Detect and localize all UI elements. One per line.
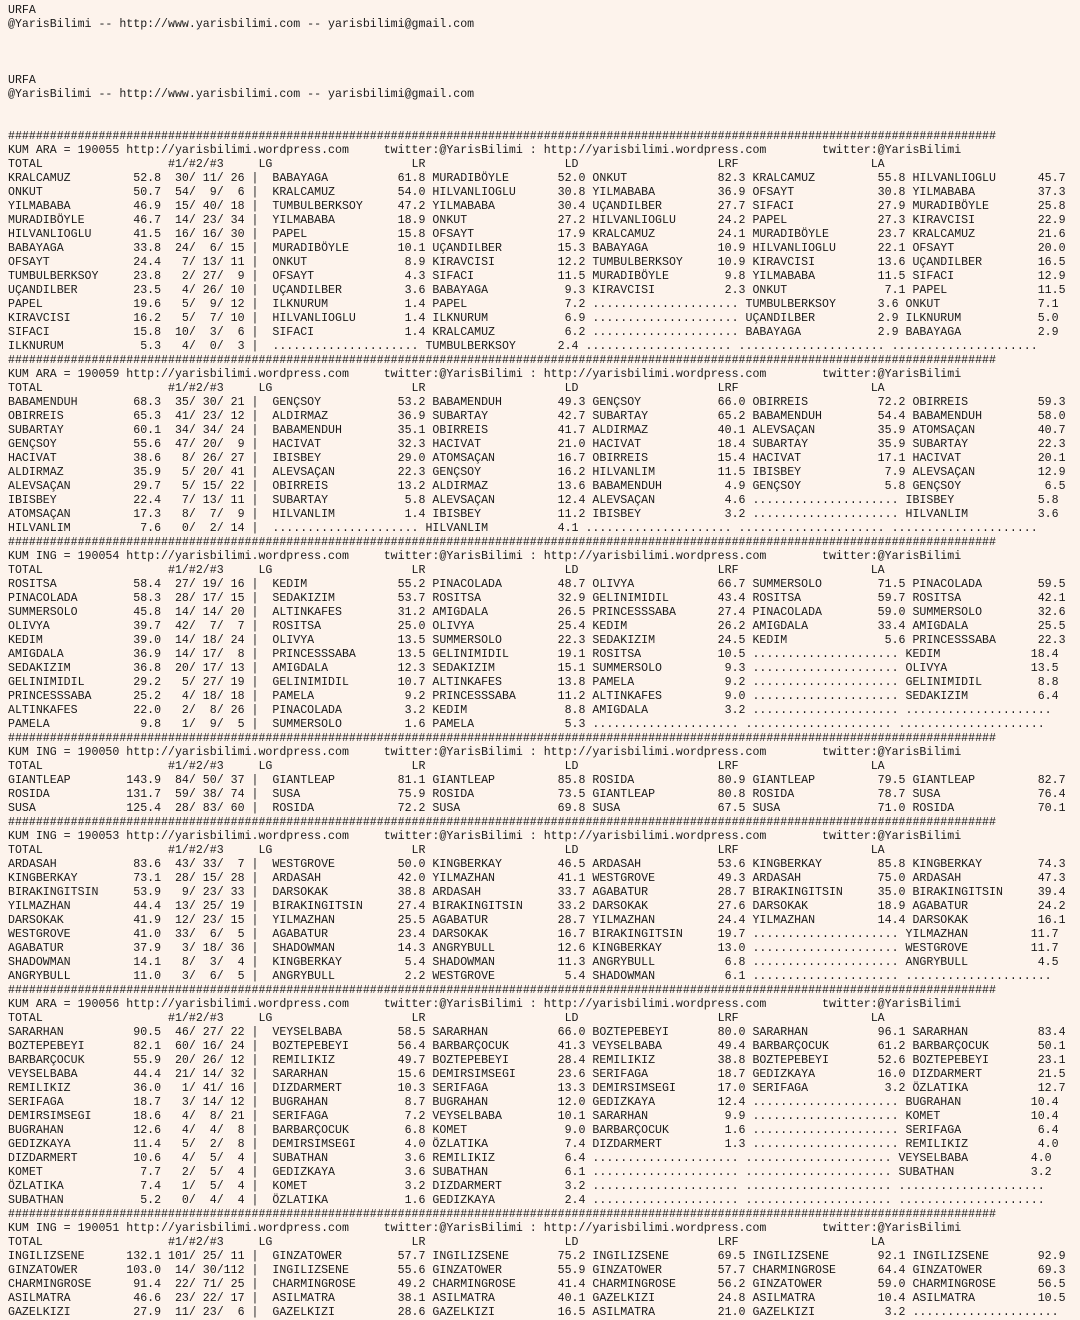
text-line: TOTAL #1/#2/#3 LG LR LD LRF LA (8, 382, 885, 395)
text-line: OLIVYA 39.7 42/ 7/ 7 | ROSITSA 25.0 OLIVYA 25.4 KEDIM 26.2 AMIGDALA 33.4 AMIGDALA 25.5 (8, 620, 1066, 633)
text-line: ROSIDA 131.7 59/ 38/ 74 | SUSA 75.9 ROSIDA 73.5 GIANTLEAP 80.8 ROSIDA 78.7 SUSA 76.4 (8, 788, 1066, 801)
text-line: PINACOLADA 58.3 28/ 17/ 15 | SEDAKIZIM 53.7 ROSITSA 32.9 GELINIMIDIL 43.4 ROSITSA 59.7 ROSITSA 42.1 (8, 592, 1066, 605)
text-line: WESTGROVE 41.0 33/ 6/ 5 | AGABATUR 23.4 DARSOKAK 16.7 BIRAKINGITSIN 19.7 ..................... YILMAZHAN 11.7 (8, 928, 1059, 941)
text-line: REMILIKIZ 36.0 1/ 41/ 16 | DIZDARMERT 10.3 SERIFAGA 13.3 DEMIRSIMSEGI 17.0 SERIFAGA 3.2 ÖZLATIKA 12.7 (8, 1082, 1066, 1095)
text-line: KOMET 7.7 2/ 5/ 4 | GEDIZKAYA 3.6 SUBATHAN 6.1 ..................... ..................... SUBATHAN 3.2 (8, 1166, 1052, 1179)
text-line: SUBARTAY 60.1 34/ 34/ 24 | BABAMENDUH 35.1 OBIRREIS 41.7 ALDIRMAZ 40.1 ALEVSAÇAN 35.9 ATOMSAÇAN 40.7 (8, 424, 1066, 437)
text-line: PRINCESSSABA 25.2 4/ 18/ 18 | PAMELA 9.2 PRINCESSSABA 11.2 ALTINKAFES 9.0 ..................... SEDAKIZIM 6.4 (8, 690, 1059, 703)
text-line: ROSITSA 58.4 27/ 19/ 16 | KEDIM 55.2 PINACOLADA 48.7 OLIVYA 66.7 SUMMERSOLO 71.5 PINACOLADA 59.5 (8, 578, 1066, 591)
text-line: TOTAL #1/#2/#3 LG LR LD LRF LA (8, 844, 885, 857)
text-line: KIRAVCISI 16.2 5/ 7/ 10 | HILVANLIOGLU 1.4 ILKNURUM 6.9 ..................... UÇANDILBER 2.9 ILKNURUM 5.0 (8, 312, 1059, 325)
text-line: KUM ARA = 190059 http://yarisbilimi.wordpress.com twitter:@YarisBilimi : http://yarisbilimi.wordpress.com twitter:@YarisBilimi (8, 368, 962, 381)
text-line: HILVANLIOGLU 41.5 16/ 16/ 30 | PAPEL 15.8 OFSAYT 17.9 KRALCAMUZ 24.1 MURADIBÖYLE 23.7 KRALCAMUZ 21.6 (8, 228, 1066, 241)
text-line: YILMABABA 46.9 15/ 40/ 18 | TUMBULBERKSOY 47.2 YILMABABA 30.4 UÇANDILBER 27.7 SIFACI 27.9 MURADIBÖYLE 25.8 (8, 200, 1066, 213)
text-line: SERIFAGA 18.7 3/ 14/ 12 | BUGRAHAN 8.7 BUGRAHAN 12.0 GEDIZKAYA 12.4 ..................... BUGRAHAN 10.4 (8, 1096, 1059, 1109)
text-line: DARSOKAK 41.9 12/ 23/ 15 | YILMAZHAN 25.5 AGABATUR 28.7 YILMAZHAN 24.4 YILMAZHAN 14.4 DARSOKAK 16.1 (8, 914, 1066, 927)
text-line: ############################################################################################################################################## (8, 130, 996, 143)
text-line: ATOMSAÇAN 17.3 8/ 7/ 9 | HILVANLIM 1.4 IBISBEY 11.2 IBISBEY 3.2 ..................... HILVANLIM 3.6 (8, 508, 1059, 521)
text-line (8, 60, 1080, 74)
text-line: URFA (8, 74, 36, 87)
text-line: ############################################################################################################################################## (8, 816, 996, 829)
text-line: GELINIMIDIL 29.2 5/ 27/ 19 | GELINIMIDIL 10.7 ALTINKAFES 13.8 PAMELA 9.2 ..................... GELINIMIDIL 8.8 (8, 676, 1059, 689)
text-line: GIANTLEAP 143.9 84/ 50/ 37 | GIANTLEAP 81.1 GIANTLEAP 85.8 ROSIDA 80.9 GIANTLEAP 79.5 GIANTLEAP 82.7 (8, 774, 1066, 787)
text-line: @YarisBilimi -- http://www.yarisbilimi.com -- yarisbilimi@gmail.com (8, 88, 475, 101)
text-line: ALEVSAÇAN 29.7 5/ 15/ 22 | OBIRREIS 13.2 ALDIRMAZ 13.6 BABAMENDUH 4.9 GENÇSOY 5.8 GENÇSOY 6.5 (8, 480, 1066, 493)
text-line: UÇANDILBER 23.5 4/ 26/ 10 | UÇANDILBER 3.6 BABAYAGA 9.3 KIRAVCISI 2.3 ONKUT 7.1 PAPEL 11.5 (8, 284, 1066, 297)
text-line: TOTAL #1/#2/#3 LG LR LD LRF LA (8, 760, 885, 773)
text-line: MURADIBÖYLE 46.7 14/ 23/ 34 | YILMABABA 18.9 ONKUT 27.2 HILVANLIOGLU 24.2 PAPEL 27.3 KIRAVCISI 22.9 (8, 214, 1066, 227)
text-line: BIRAKINGITSIN 53.9 9/ 23/ 33 | DARSOKAK 38.8 ARDASAH 33.7 AGABATUR 28.7 BIRAKINGITSIN 35.0 BIRAKINGITSIN 39.4 (8, 886, 1066, 899)
text-line: BOZTEPEBEYI 82.1 60/ 16/ 24 | BOZTEPEBEYI 56.4 BARBARÇOCUK 41.3 VEYSELBABA 49.4 BARBARÇOCUK 61.2 BARBARÇOCUK 50.1 (8, 1040, 1066, 1053)
text-line: @YarisBilimi -- http://www.yarisbilimi.com -- yarisbilimi@gmail.com (8, 18, 475, 31)
text-line: ONKUT 50.7 54/ 9/ 6 | KRALCAMUZ 54.0 HILVANLIOGLU 30.8 YILMABABA 36.9 OFSAYT 30.8 YILMABABA 37.3 (8, 186, 1066, 199)
text-line: TOTAL #1/#2/#3 LG LR LD LRF LA (8, 1236, 885, 1249)
text-line: AGABATUR 37.9 3/ 18/ 36 | SHADOWMAN 14.3 ANGRYBULL 12.6 KINGBERKAY 13.0 ..................... WESTGROVE 11.7 (8, 942, 1059, 955)
text-line: KUM ARA = 190055 http://yarisbilimi.wordpress.com twitter:@YarisBilimi : http://yarisbilimi.wordpress.com twitter:@YarisBilimi (8, 144, 962, 157)
text-line: SHADOWMAN 14.1 8/ 3/ 4 | KINGBERKAY 5.4 SHADOWMAN 11.3 ANGRYBULL 6.8 ..................... ANGRYBULL 4.5 (8, 956, 1059, 969)
text-line: SEDAKIZIM 36.8 20/ 17/ 13 | AMIGDALA 12.3 SEDAKIZIM 15.1 SUMMERSOLO 9.3 ..................... OLIVYA 13.5 (8, 662, 1059, 675)
text-line: IBISBEY 22.4 7/ 13/ 11 | SUBARTAY 5.8 ALEVSAÇAN 12.4 ALEVSAÇAN 4.6 ..................... IBISBEY 5.8 (8, 494, 1059, 507)
text-line: KUM ING = 190054 http://yarisbilimi.wordpress.com twitter:@YarisBilimi : http://yarisbilimi.wordpress.com twitter:@YarisBilimi (8, 550, 962, 563)
text-line: YILMAZHAN 44.4 13/ 25/ 19 | BIRAKINGITSIN 27.4 BIRAKINGITSIN 33.2 DARSOKAK 27.6 DARSOKAK 18.9 AGABATUR 24.2 (8, 900, 1066, 913)
text-line: TUMBULBERKSOY 23.8 2/ 27/ 9 | OFSAYT 4.3 SIFACI 11.5 MURADIBÖYLE 9.8 YILMABABA 11.5 SIFACI 12.9 (8, 270, 1066, 283)
text-line: KUM ING = 190051 http://yarisbilimi.wordpress.com twitter:@YarisBilimi : http://yarisbilimi.wordpress.com twitter:@YarisBilimi (8, 1222, 962, 1235)
text-line (8, 102, 1080, 116)
text-line: VEYSELBABA 44.4 21/ 14/ 32 | SARARHAN 15.6 DEMIRSIMSEGI 23.6 SERIFAGA 18.7 GEDIZKAYA 16.0 DIZDARMERT 21.5 (8, 1068, 1066, 1081)
text-line: GENÇSOY 55.6 47/ 20/ 9 | HACIVAT 32.3 HACIVAT 21.0 HACIVAT 18.4 SUBARTAY 35.9 SUBARTAY 22.3 (8, 438, 1066, 451)
text-line: TOTAL #1/#2/#3 LG LR LD LRF LA (8, 1012, 885, 1025)
text-line: ############################################################################################################################################## (8, 732, 996, 745)
text-line (8, 46, 1080, 60)
text-line: KINGBERKAY 73.1 28/ 15/ 28 | ARDASAH 42.0 YILMAZHAN 41.1 WESTGROVE 49.3 ARDASAH 75.0 ARDASAH 47.3 (8, 872, 1066, 885)
text-line: PAMELA 9.8 1/ 9/ 5 | SUMMERSOLO 1.6 PAMELA 5.3 ..................... ..................... ..................... (8, 718, 1045, 731)
text-line: KEDIM 39.0 14/ 18/ 24 | OLIVYA 13.5 SUMMERSOLO 22.3 SEDAKIZIM 24.5 KEDIM 5.6 PRINCESSSABA 22.3 (8, 634, 1066, 647)
text-line: ############################################################################################################################################## (8, 536, 996, 549)
text-line (8, 116, 1080, 130)
text-line: BUGRAHAN 12.6 4/ 4/ 8 | BARBARÇOCUK 6.8 KOMET 9.0 BARBARÇOCUK 1.6 ..................... SERIFAGA 6.4 (8, 1124, 1059, 1137)
text-line: BABAYAGA 33.8 24/ 6/ 15 | MURADIBÖYLE 10.1 UÇANDILBER 15.3 BABAYAGA 10.9 HILVANLIOGLU 22.1 OFSAYT 20.0 (8, 242, 1066, 255)
text-line: KRALCAMUZ 52.8 30/ 11/ 26 | BABAYAGA 61.8 MURADIBÖYLE 52.0 ONKUT 82.3 KRALCAMUZ 55.8 HILVANLIOGLU 45.7 (8, 172, 1066, 185)
text-line: DIZDARMERT 10.6 4/ 5/ 4 | SUBATHAN 3.6 REMILIKIZ 6.4 ..................... ..................... VEYSELBABA 4.0 (8, 1152, 1052, 1165)
text-line: ARDASAH 83.6 43/ 33/ 7 | WESTGROVE 50.0 KINGBERKAY 46.5 ARDASAH 53.6 KINGBERKAY 85.8 KINGBERKAY 74.3 (8, 858, 1066, 871)
text-line: ALDIRMAZ 35.9 5/ 20/ 41 | ALEVSAÇAN 22.3 GENÇSOY 16.2 HILVANLIM 11.5 IBISBEY 7.9 ALEVSAÇAN 12.9 (8, 466, 1066, 479)
text-line: PAPEL 19.6 5/ 9/ 12 | ILKNURUM 1.4 PAPEL 7.2 ..................... TUMBULBERKSOY 3.6 ONKUT 7.1 (8, 298, 1059, 311)
text-line: GEDIZKAYA 11.4 5/ 2/ 8 | DEMIRSIMSEGI 4.0 ÖZLATIKA 7.4 DIZDARMERT 1.3 ..................... REMILIKIZ 4.0 (8, 1138, 1059, 1151)
text-line: INGILIZSENE 132.1 101/ 25/ 11 | GINZATOWER 57.7 INGILIZSENE 75.2 INGILIZSENE 69.5 INGILIZSENE 92.1 INGILIZSENE 92.9 (8, 1250, 1066, 1263)
text-line: HACIVAT 38.6 8/ 26/ 27 | IBISBEY 29.0 ATOMSAÇAN 16.7 OBIRREIS 15.4 HACIVAT 17.1 HACIVAT 20.1 (8, 452, 1066, 465)
text-line: CHARMINGROSE 91.4 22/ 71/ 25 | CHARMINGROSE 49.2 CHARMINGROSE 41.4 CHARMINGROSE 56.2 GINZATOWER 59.0 CHARMINGROSE 56.5 (8, 1278, 1066, 1291)
text-line: HILVANLIM 7.6 0/ 2/ 14 | ..................... HILVANLIM 4.1 ..................... ..................... ..................... (8, 522, 1038, 535)
text-line: ÖZLATIKA 7.4 1/ 5/ 4 | KOMET 3.2 DIZDARMERT 3.2 ..................... ..................... ..................... (8, 1180, 1045, 1193)
text-line: ILKNURUM 5.3 4/ 0/ 3 | ..................... TUMBULBERKSOY 2.4 ..................... ..................... ..................... (8, 340, 1038, 353)
text-line: SUSA 125.4 28/ 83/ 60 | ROSIDA 72.2 SUSA 69.8 SUSA 67.5 SUSA 71.0 ROSIDA 70.1 (8, 802, 1066, 815)
text-line: ASILMATRA 46.6 23/ 22/ 17 | ASILMATRA 38.1 ASILMATRA 40.1 GAZELKIZI 24.8 ASILMATRA 10.4 ASILMATRA 10.5 (8, 1292, 1066, 1305)
text-line: TOTAL #1/#2/#3 LG LR LD LRF LA (8, 158, 885, 171)
text-line: BARBARÇOCUK 55.9 20/ 26/ 12 | REMILIKIZ 49.7 BOZTEPEBEYI 28.4 REMILIKIZ 38.8 BOZTEPEBEYI 52.6 BOZTEPEBEYI 23.1 (8, 1054, 1066, 1067)
text-line: ANGRYBULL 11.0 3/ 6/ 5 | ANGRYBULL 2.2 WESTGROVE 5.4 SHADOWMAN 6.1 ..................... ..................... (8, 970, 1052, 983)
text-line: ############################################################################################################################################## (8, 354, 996, 367)
text-line: SIFACI 15.8 10/ 3/ 6 | SIFACI 1.4 KRALCAMUZ 6.2 ..................... BABAYAGA 2.9 BABAYAGA 2.9 (8, 326, 1059, 339)
text-line: AMIGDALA 36.9 14/ 17/ 8 | PRINCESSSABA 13.5 GELINIMIDIL 19.1 ROSITSA 10.5 ..................... KEDIM 18.4 (8, 648, 1059, 661)
text-line: BABAMENDUH 68.3 35/ 30/ 21 | GENÇSOY 53.2 BABAMENDUH 49.3 GENÇSOY 66.0 OBIRREIS 72.2 OBIRREIS 59.3 (8, 396, 1066, 409)
text-line: DEMIRSIMSEGI 18.6 4/ 8/ 21 | SERIFAGA 7.2 VEYSELBABA 10.1 SARARHAN 9.9 ..................... KOMET 10.4 (8, 1110, 1059, 1123)
text-line: SARARHAN 90.5 46/ 27/ 22 | VEYSELBABA 58.5 SARARHAN 66.0 BOZTEPEBEYI 80.0 SARARHAN 96.1 SARARHAN 83.4 (8, 1026, 1066, 1039)
text-line: GINZATOWER 103.0 14/ 30/112 | INGILIZSENE 55.6 GINZATOWER 55.9 GINZATOWER 57.7 CHARMINGROSE 64.4 GINZATOWER 69.3 (8, 1264, 1066, 1277)
text-line: KUM ING = 190053 http://yarisbilimi.wordpress.com twitter:@YarisBilimi : http://yarisbilimi.wordpress.com twitter:@YarisBilimi (8, 830, 962, 843)
text-line: SUBATHAN 5.2 0/ 4/ 4 | ÖZLATIKA 1.6 GEDIZKAYA 2.4 ..................... ..................... ..................... (8, 1194, 1045, 1207)
text-line: ############################################################################################################################################## (8, 1208, 996, 1221)
text-line: ############################################################################################################################################## (8, 984, 996, 997)
text-line: OFSAYT 24.4 7/ 13/ 11 | ONKUT 8.9 KIRAVCISI 12.2 TUMBULBERKSOY 10.9 KIRAVCISI 13.6 UÇANDILBER 16.5 (8, 256, 1066, 269)
text-line (8, 32, 1080, 46)
text-line: KUM ARA = 190056 http://yarisbilimi.wordpress.com twitter:@YarisBilimi : http://yarisbilimi.wordpress.com twitter:@YarisBilimi (8, 998, 962, 1011)
text-line: ALTINKAFES 22.0 2/ 8/ 26 | PINACOLADA 3.2 KEDIM 8.8 AMIGDALA 3.2 ..................... ..................... (8, 704, 1052, 717)
text-line: GAZELKIZI 27.9 11/ 23/ 6 | GAZELKIZI 28.6 GAZELKIZI 16.5 ASILMATRA 21.0 GAZELKIZI 3.2 ..................... (8, 1306, 1059, 1319)
text-line: URFA (8, 4, 36, 17)
text-line: TOTAL #1/#2/#3 LG LR LD LRF LA (8, 564, 885, 577)
text-line: KUM ING = 190050 http://yarisbilimi.wordpress.com twitter:@YarisBilimi : http://yarisbilimi.wordpress.com twitter:@YarisBilimi (8, 746, 962, 759)
text-line: SUMMERSOLO 45.8 14/ 14/ 20 | ALTINKAFES 31.2 AMIGDALA 26.5 PRINCESSSABA 27.4 PINACOLADA 59.0 SUMMERSOLO 32.6 (8, 606, 1066, 619)
text-line: OBIRREIS 65.3 41/ 23/ 12 | ALDIRMAZ 36.9 SUBARTAY 42.7 SUBARTAY 65.2 BABAMENDUH 54.4 BABAMENDUH 58.0 (8, 410, 1066, 423)
